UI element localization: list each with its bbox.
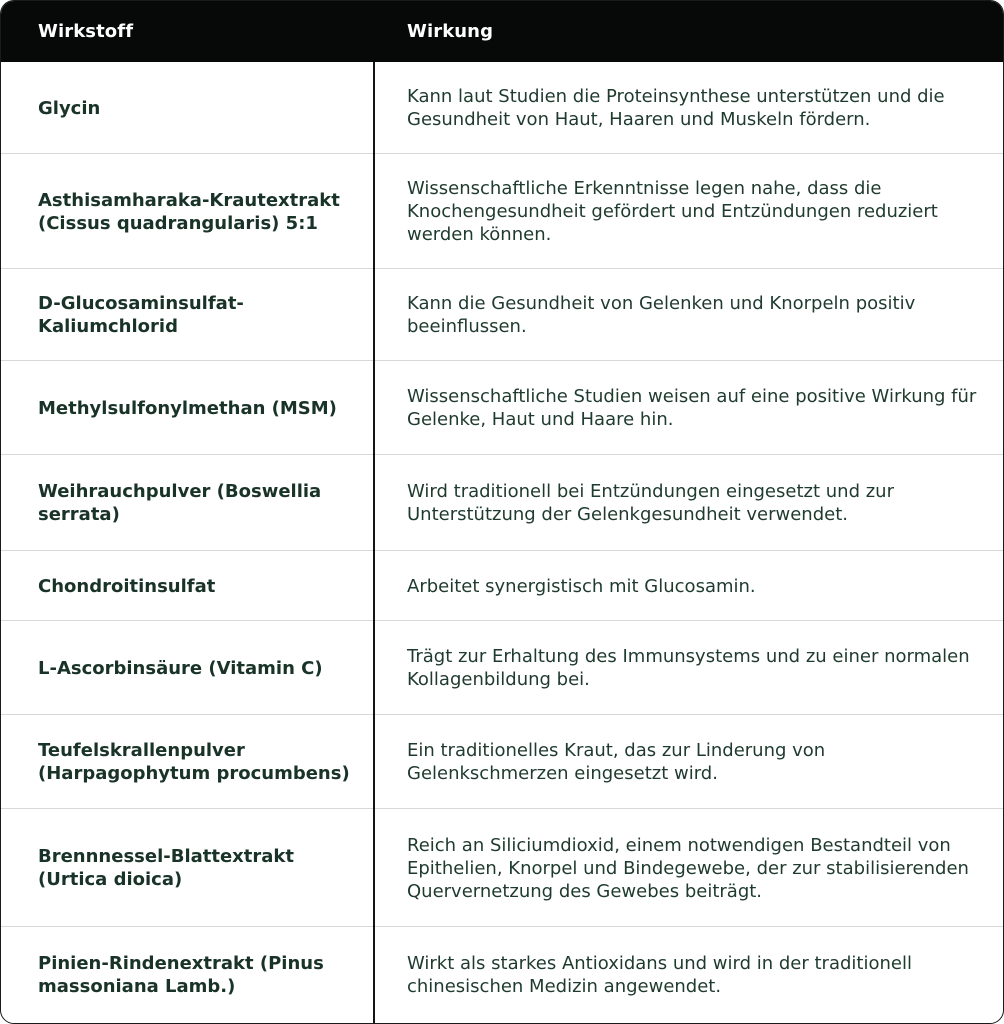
effect-cell: [407, 809, 981, 927]
ingredient-name: Teufelskrallenpulver (Harpagophytum procumbens): [38, 740, 350, 784]
effect-cell: [407, 551, 981, 621]
effect-text: Wirkt als starkes Antioxidans und wird in der traditionell chinesischen Medizin angewendet.: [407, 953, 912, 997]
ingredient-name: Glycin: [38, 97, 101, 119]
ingredient-cell: [38, 154, 368, 269]
effect-text: Kann laut Studien die Proteinsynthese unterstützen und die Gesundheit von Haut, Haaren und Muskeln fördern.: [407, 86, 945, 130]
effect-cell: [407, 154, 981, 269]
column-divider: [373, 62, 375, 1023]
effect-text: Arbeitet synergistisch mit Glucosamin.: [407, 575, 756, 597]
effect-text: Ein traditionelles Kraut, das zur Linderung von Gelenkschmerzen eingesetzt wird.: [407, 740, 826, 784]
ingredient-cell: [38, 62, 368, 154]
table-row: [1, 551, 1003, 621]
effect-text: Wissenschaftliche Studien weisen auf eine positive Wirkung für Gelenke, Haut und Haare hin.: [407, 386, 977, 430]
effect-cell: [407, 455, 981, 551]
effect-cell: [407, 269, 981, 361]
table-row: [1, 62, 1003, 154]
ingredient-cell: [38, 809, 368, 927]
effect-text: Wissenschaftliche Erkenntnisse legen nahe, dass die Knochengesundheit gefördert und Entzündungen reduziert werden können.: [407, 178, 938, 245]
ingredient-name: Methylsulfonylmethan (MSM): [38, 397, 337, 419]
table-row: [1, 715, 1003, 809]
effect-text: Wird traditionell bei Entzündungen eingesetzt und zur Unterstützung der Gelenkgesundheit verwendet.: [407, 481, 894, 525]
ingredient-cell: [38, 551, 368, 621]
effect-cell: [407, 927, 981, 1023]
effect-cell: [407, 62, 981, 154]
ingredient-cell: [38, 927, 368, 1023]
ingredient-cell: [38, 269, 368, 361]
effect-text: Trägt zur Erhaltung des Immunsystems und zu einer normalen Kollagenbildung bei.: [407, 646, 970, 690]
effect-cell: [407, 361, 981, 455]
ingredient-name: Weihrauchpulver (Boswellia serrata): [38, 481, 322, 525]
table-row: [1, 269, 1003, 361]
table-row: [1, 621, 1003, 715]
ingredient-name: Pinien-Rindenextrakt (Pinus massoniana Lamb.): [38, 953, 324, 997]
ingredient-name: Brennnessel-Blattextrakt (Urtica dioica): [38, 846, 294, 890]
effect-cell: [407, 715, 981, 809]
table-row: [1, 154, 1003, 269]
table-row: [1, 927, 1003, 1023]
ingredient-cell: [38, 715, 368, 809]
ingredient-name: Chondroitinsulfat: [38, 575, 216, 597]
column-header-ingredient: Wirkstoff: [38, 21, 134, 42]
table-header: [1, 1, 1003, 62]
column-header-effect: Wirkung: [407, 21, 494, 42]
effect-text: Kann die Gesundheit von Gelenken und Knorpeln positiv beeinflussen.: [407, 293, 916, 337]
ingredient-cell: [38, 455, 368, 551]
ingredient-cell: [38, 621, 368, 715]
effect-text: Reich an Siliciumdioxid, einem notwendigen Bestandteil von Epithelien, Knorpel und Bindegewebe, der zur stabilisierenden Quervernetzung des Gewebes beiträgt.: [407, 834, 969, 902]
ingredient-name: D-Glucosaminsulfat-Kaliumchlorid: [38, 293, 244, 337]
ingredient-name: L-Ascorbinsäure (Vitamin C): [38, 657, 323, 679]
ingredient-cell: [38, 361, 368, 455]
ingredient-name: Asthisamharaka-Krautextrakt (Cissus quadrangularis) 5:1: [38, 189, 340, 234]
table-row: [1, 361, 1003, 455]
table-row: [1, 809, 1003, 927]
table-row: [1, 455, 1003, 551]
effect-cell: [407, 621, 981, 715]
